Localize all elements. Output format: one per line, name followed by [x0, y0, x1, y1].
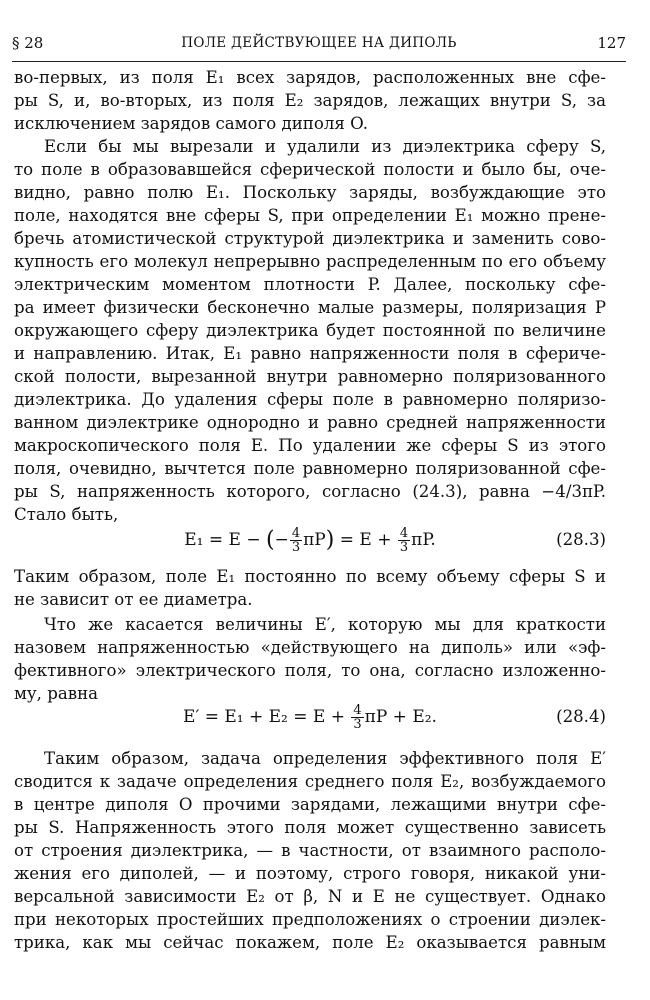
fraction-denominator: 3 — [399, 540, 409, 555]
text-line: исключением зарядов самого диполя O. — [14, 114, 369, 133]
fraction-denominator: 3 — [353, 717, 362, 732]
text-line: купность его молекул непрерывно распределенным по его объему — [14, 252, 606, 271]
fraction-numerator: 4 — [353, 703, 362, 718]
eq-tail: πP + E₂. — [364, 707, 437, 727]
running-title: ПОЛЕ ДЕЙСТВУЮЩЕЕ НА ДИПОЛЬ — [181, 35, 457, 51]
text-line: поля, очевидно, вычтется поле равномерно поляризованной сфе- — [14, 459, 606, 478]
text-line: поле, находятся вне сферы S, при определении E₁ можно прене- — [14, 206, 606, 225]
text-line: Таким образом, поле E₁ постоянно по всему объему сферы S и — [14, 567, 606, 586]
eq-lhs: E′ = E₁ + E₂ = E + — [183, 707, 345, 727]
equation-28-3 — [14, 520, 606, 560]
text-line: му, равна — [14, 684, 99, 703]
text-line: назовем напряженностью «действующего на диполь» или «эф- — [14, 638, 606, 657]
text-line: ры S, напряженность которого, согласно (24.3), равна −4/3πP. — [14, 482, 606, 501]
eq-mid: πP — [303, 530, 326, 550]
text-line: ра имеет физически бесконечно малые размеры, поляризация P — [14, 298, 606, 317]
close-paren: ) — [325, 527, 335, 553]
running-header — [12, 34, 626, 56]
equation-body: E₁ = E − (− $\frac{4}{3}$ πP) = E + $\frac{4}{3}$ πP. — [184, 526, 436, 555]
equation-number: (28.3) — [556, 530, 606, 549]
text-line: Что же касается величины E′, которую мы для краткости — [44, 615, 606, 634]
fraction-numerator: 4 — [399, 526, 409, 541]
equation-body — [14, 697, 606, 737]
text-line: окружающего сферу диэлектрика будет постоянной по величине — [14, 321, 606, 340]
text-line: жения его диполей, — и поэтому, строго говоря, никакой уни- — [14, 864, 606, 883]
text-line: трика, как мы сейчас покажем, поле E₂ оказывается равным — [14, 933, 606, 952]
text-line: сводится к задаче определения среднего поля E₂, возбуждаемого — [14, 772, 606, 791]
text-line: ры S. Напряженность этого поля может существенно зависеть — [14, 818, 606, 837]
fraction-numerator: 4 — [291, 526, 301, 541]
fraction — [351, 704, 363, 731]
text-line: ской полости, вырезанной внутри равномерно поляризованного — [14, 367, 606, 386]
text-line: версальной зависимости E₂ от β, N и E не существует. Однако — [14, 887, 606, 906]
fraction — [290, 527, 302, 554]
fraction-denominator: 3 — [291, 540, 301, 555]
text-line: ры S, и, во-вторых, из поля E₂ зарядов, лежащих внутри S, за — [14, 91, 606, 110]
text-line: макроскопического поля E. По удалении же сферы S из этого — [14, 436, 606, 455]
text-line: при некоторых простейших предположениях о строении диэлек- — [14, 910, 606, 929]
text-line: то поле в образовавшейся сферической полости и было бы, оче- — [14, 160, 606, 179]
section-number: § 28 — [12, 34, 44, 52]
text-line: бречь атомистической структурой диэлектрика и заменить сово- — [14, 229, 606, 248]
text-line: в центре диполя O прочими зарядами, лежащими внутри сфе- — [14, 795, 606, 814]
text-line: Стало быть, — [14, 505, 119, 524]
eq-lhs: E₁ = E − — [184, 530, 261, 550]
equation-28-4 — [14, 697, 606, 737]
equation-number: (28.4) — [556, 707, 606, 726]
header-rule — [12, 61, 626, 62]
text-line: не зависит от ее диаметра. — [14, 590, 253, 609]
text-line: видно, равно полю E₁. Поскольку заряды, возбуждающие это — [14, 183, 606, 202]
text-line: ванном диэлектрике однородно и равно средней напряженности — [14, 413, 606, 432]
page-number: 127 — [597, 34, 626, 52]
text-line: диэлектрика. До удаления сферы поле в равномерно поляризо- — [14, 390, 606, 409]
open-paren: ( — [266, 527, 275, 553]
text-line: во-первых, из поля E₁ всех зарядов, расположенных вне сфе- — [14, 68, 606, 87]
eq-tail: πP. — [411, 530, 436, 550]
text-line: от строения диэлектрика, — в частности, от взаимного располо- — [14, 841, 606, 860]
eq-rhs: = E + — [339, 530, 392, 550]
text-line: Таким образом, задача определения эффективного поля E′ — [44, 749, 606, 768]
text-line: электрическим моментом плотности P. Далее, поскольку сфе- — [14, 275, 606, 294]
fraction — [398, 527, 410, 554]
text-line: фективного» электрического поля, то она, согласно изложенно- — [14, 661, 606, 680]
text-line: и направлению. Итак, E₁ равно напряженности поля в сфериче- — [14, 344, 606, 363]
text-line: Если бы мы вырезали и удалили из диэлектрика сферу S, — [44, 137, 606, 156]
